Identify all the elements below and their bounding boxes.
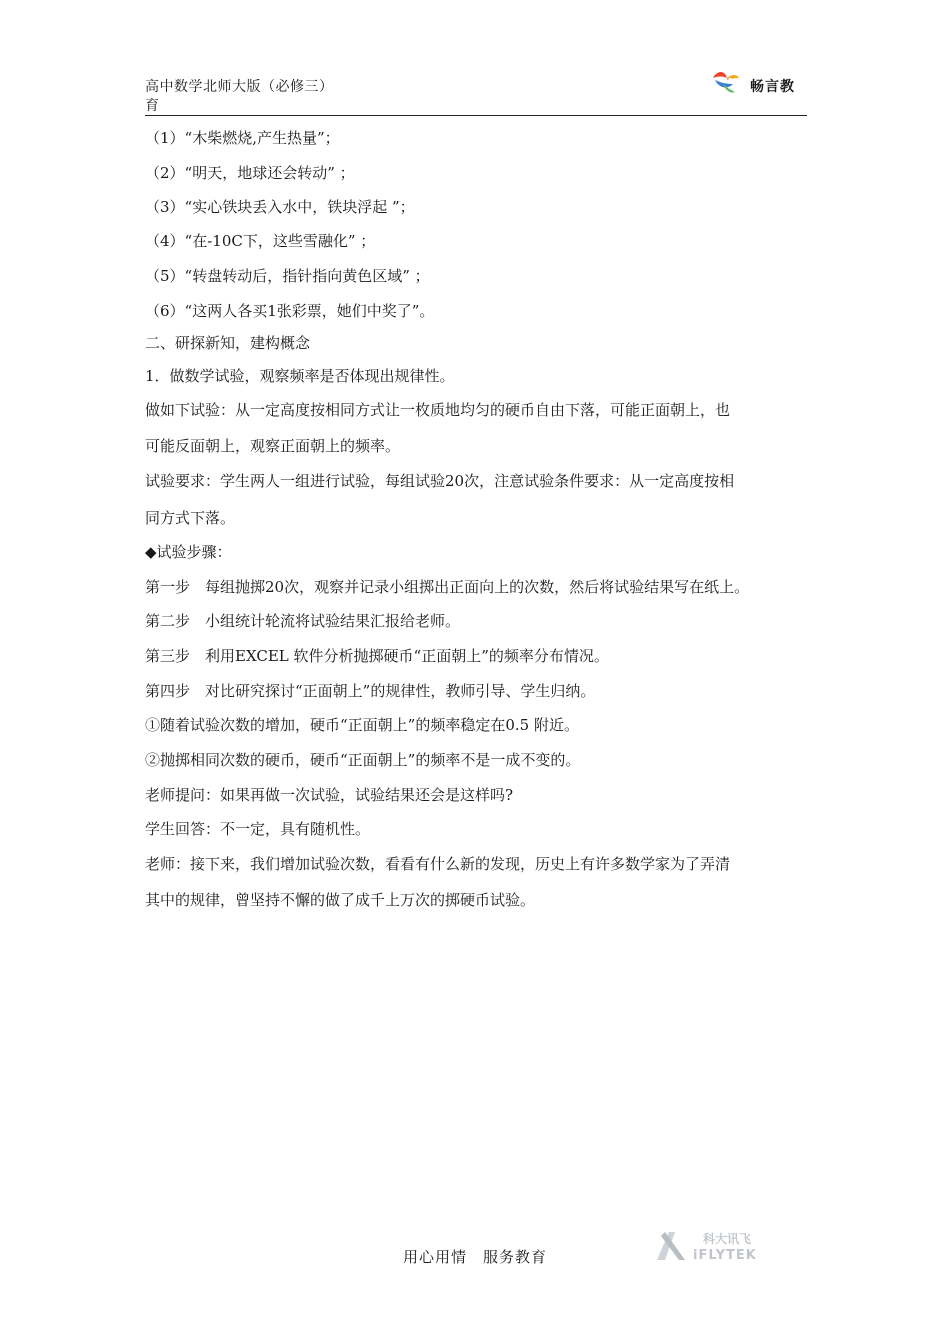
text-line: 其中的规律，曾坚持不懈的做了成千上万次的掷硬币试验。 <box>145 891 536 909</box>
section-heading: 二、研探新知，建构概念 <box>145 334 311 352</box>
text-line: （3）“实心铁块丢入水中，铁块浮起 ”； <box>145 198 415 216</box>
text-line: （1）“木柴燃烧,产生热量”； <box>145 129 340 147</box>
text-line: ◆试验步骤： <box>145 543 232 561</box>
footer-slogan: 用心用情 服务教育 <box>402 1248 547 1266</box>
text-line: （4）“在-10C下，这些雪融化” ； <box>145 232 376 250</box>
text-line: 第二步 小组统计轮流将试验结果汇报给老师。 <box>145 612 461 630</box>
text-line: ②抛掷相同次数的硬币，硬币“正面朝上”的频率不是一成不变的。 <box>145 751 581 769</box>
text-line: （5）“转盘转动后，指针指向黄色区域” ； <box>145 267 430 285</box>
page-header <box>145 68 807 116</box>
text-line: 老师：接下来，我们增加试验次数，看看有什么新的发现，历史上有许多数学家为了弄清 <box>145 855 731 873</box>
text-line: （6）“这两人各买1张彩票，她们中奖了”。 <box>145 302 435 320</box>
text-line: 学生回答：不一定，具有随机性。 <box>145 820 371 838</box>
text-line: 第三步 利用EXCEL 软件分析抛掷硬币“正面朝上”的频率分布情况。 <box>145 647 609 665</box>
text-line: 试验要求：学生两人一组进行试验，每组试验20次，注意试验条件要求：从一定高度按相 <box>145 472 735 490</box>
changyan-bird-logo-icon <box>709 68 741 96</box>
iflytek-logo-cn: 科大讯飞 <box>703 1232 752 1246</box>
header-divider <box>145 115 807 116</box>
header-title-continuation: 育 <box>145 98 159 114</box>
text-line: 第四步 对比研究探讨“正面朝上”的规律性，教师引导、学生归纳。 <box>145 682 596 700</box>
text-line: 同方式下落。 <box>145 509 236 527</box>
text-line: 1．做数学试验，观察频率是否体现出规律性。 <box>145 367 455 385</box>
header-title: 高中数学北师大版（必修三） <box>145 79 334 95</box>
text-line: 做如下试验：从一定高度按相同方式让一枚质地均匀的硬币自由下落，可能正面朝上，也 <box>145 401 731 419</box>
text-line: ①随着试验次数的增加，硬币“正面朝上”的频率稳定在0.5 附近。 <box>145 716 579 734</box>
header-brand: 畅言教 <box>750 79 795 95</box>
text-line: 老师提问：如果再做一次试验，试验结果还会是这样吗? <box>145 786 514 804</box>
iflytek-logo-icon <box>655 1226 765 1266</box>
iflytek-logo-en: iFLYTEK <box>693 1248 757 1263</box>
text-line: 第一步 每组抛掷20次，观察并记录小组掷出正面向上的次数，然后将试验结果写在纸上。 <box>145 578 750 596</box>
text-line: （2）“明天，地球还会转动” ； <box>145 164 355 182</box>
text-line: 可能反面朝上，观察正面朝上的频率。 <box>145 437 401 455</box>
